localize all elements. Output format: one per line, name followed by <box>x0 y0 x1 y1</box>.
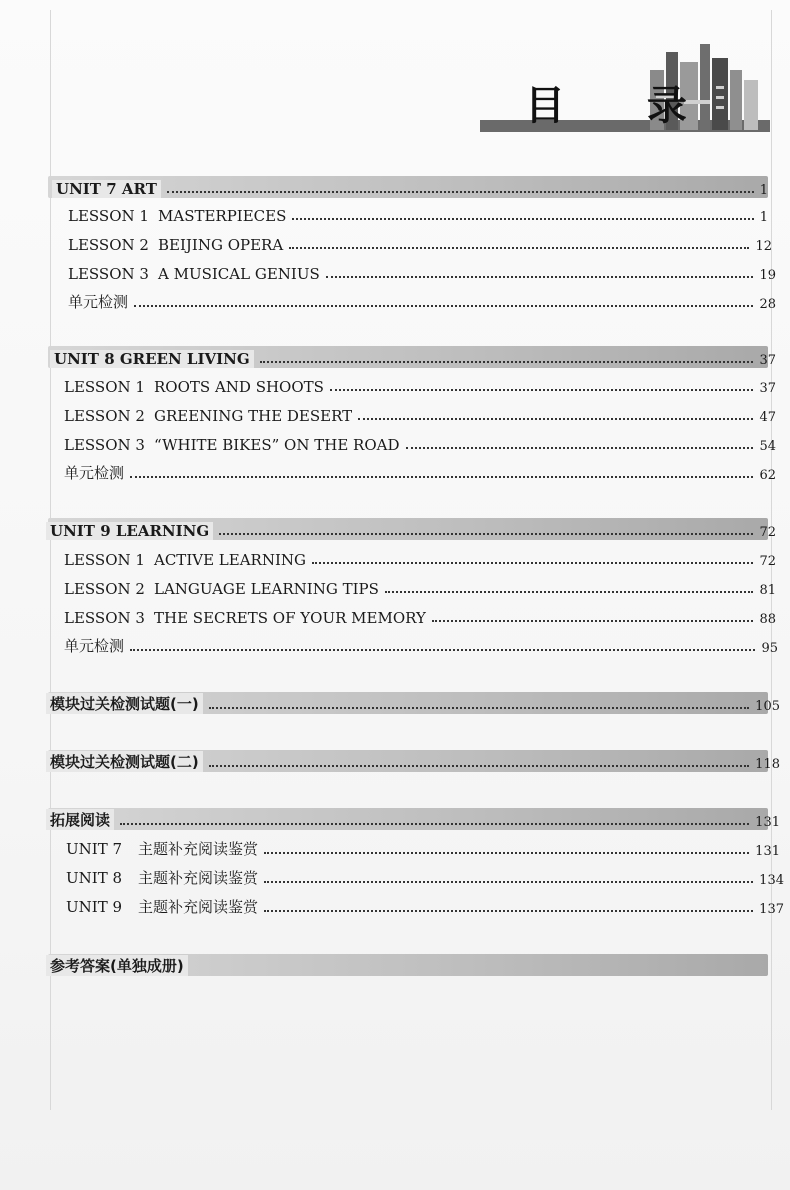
lesson-entry <box>64 403 776 425</box>
dot-leader <box>358 418 753 420</box>
lesson-title: ACTIVE LEARNING <box>154 551 306 569</box>
unit-number: UNIT 8 <box>66 869 123 887</box>
dot-leader <box>264 852 749 854</box>
lesson-entry <box>64 374 776 396</box>
unit-review-entry <box>64 634 778 656</box>
section-title: 拓展阅读 <box>46 809 114 830</box>
dot-leader <box>406 447 754 449</box>
page-number: 95 <box>761 641 778 656</box>
unit-9-entry <box>46 518 776 540</box>
lesson-entry <box>68 261 776 283</box>
lesson-title: MASTERPIECES <box>158 207 287 225</box>
lesson-number: LESSON 3 <box>64 436 145 454</box>
dot-leader <box>219 533 753 535</box>
unit-number: UNIT 9 <box>66 898 123 916</box>
dot-leader <box>120 823 749 825</box>
dot-leader <box>289 247 749 249</box>
lesson-entry <box>68 232 772 254</box>
lesson-title: “WHITE BIKES” ON THE ROAD <box>154 436 400 454</box>
lesson-number: LESSON 1 <box>68 207 149 225</box>
module-test-1-entry <box>46 692 780 714</box>
dot-leader <box>130 476 753 478</box>
extended-reading-entry <box>46 808 780 830</box>
lesson-entry <box>64 605 776 627</box>
extended-item-entry <box>66 837 780 859</box>
review-label: 单元检测 <box>64 637 125 655</box>
dot-leader <box>209 707 749 709</box>
lesson-title: BEIJING OPERA <box>158 236 284 254</box>
lesson-number: LESSON 2 <box>64 407 145 425</box>
unit-review-entry <box>68 290 776 312</box>
lesson-title: LANGUAGE LEARNING TIPS <box>154 580 379 598</box>
page-number: 131 <box>755 815 780 830</box>
page-number: 37 <box>759 381 776 396</box>
dot-leader <box>134 305 753 307</box>
dot-leader <box>432 620 754 622</box>
lesson-number: LESSON 2 <box>68 236 149 254</box>
page-number: 118 <box>755 757 780 772</box>
extended-item-entry <box>66 866 784 888</box>
toc-header <box>480 40 770 140</box>
page-number: 81 <box>759 583 776 598</box>
dot-leader <box>130 649 755 651</box>
lesson-entry <box>64 432 776 454</box>
dot-leader <box>264 881 753 883</box>
lesson-title: THE SECRETS OF YOUR MEMORY <box>154 609 426 627</box>
unit-title: UNIT 9 LEARNING <box>46 522 213 540</box>
lesson-entry <box>64 576 776 598</box>
lesson-number: LESSON 1 <box>64 551 145 569</box>
lesson-entry <box>64 547 776 569</box>
page-number: 47 <box>759 410 776 425</box>
item-title: 主题补充阅读鉴赏 <box>138 898 259 916</box>
unit-8-entry <box>50 346 776 368</box>
section-title: 参考答案(单独成册) <box>46 955 188 976</box>
module-test-2-entry <box>46 750 780 772</box>
dot-leader <box>167 191 754 193</box>
item-title: 主题补充阅读鉴赏 <box>138 869 259 887</box>
lesson-title: GREENING THE DESERT <box>154 407 353 425</box>
section-title: 模块过关检测试题(二) <box>46 751 203 772</box>
lesson-number: LESSON 1 <box>64 378 145 396</box>
dot-leader <box>260 361 754 363</box>
item-title: 主题补充阅读鉴赏 <box>138 840 259 858</box>
lesson-title: A MUSICAL GENIUS <box>158 265 320 283</box>
page-number: 137 <box>759 902 784 917</box>
lesson-entry <box>68 203 768 225</box>
dot-leader <box>292 218 753 220</box>
dot-leader <box>330 389 754 391</box>
page-number: 1 <box>759 210 768 225</box>
review-label: 单元检测 <box>64 464 125 482</box>
page-number: 131 <box>755 844 780 859</box>
page-number: 105 <box>755 699 780 714</box>
unit-7-entry <box>52 176 768 198</box>
page-number: 88 <box>759 612 776 627</box>
page-number: 72 <box>759 554 776 569</box>
unit-review-entry <box>64 461 776 483</box>
page-number: 134 <box>759 873 784 888</box>
page-number: 54 <box>759 439 776 454</box>
lesson-number: LESSON 3 <box>68 265 149 283</box>
page-number: 62 <box>759 468 776 483</box>
unit-title: UNIT 7 ART <box>52 180 161 198</box>
page-number: 19 <box>759 268 776 283</box>
page-number: 37 <box>759 353 776 368</box>
page-title: 目 录 <box>525 83 721 129</box>
review-label: 单元检测 <box>68 293 129 311</box>
page-number: 1 <box>759 183 768 198</box>
dot-leader <box>264 910 753 912</box>
section-title: 模块过关检测试题(一) <box>46 693 203 714</box>
extended-item-entry <box>66 895 784 917</box>
unit-title: UNIT 8 GREEN LIVING <box>50 350 254 368</box>
dot-leader <box>385 591 754 593</box>
lesson-title: ROOTS AND SHOOTS <box>154 378 324 396</box>
answers-entry <box>46 954 776 976</box>
dot-leader <box>312 562 753 564</box>
page-number: 28 <box>759 297 776 312</box>
page-number: 72 <box>759 525 776 540</box>
lesson-number: LESSON 2 <box>64 580 145 598</box>
dot-leader <box>209 765 749 767</box>
dot-leader <box>326 276 754 278</box>
unit-number: UNIT 7 <box>66 840 123 858</box>
page-number: 12 <box>755 239 772 254</box>
lesson-number: LESSON 3 <box>64 609 145 627</box>
